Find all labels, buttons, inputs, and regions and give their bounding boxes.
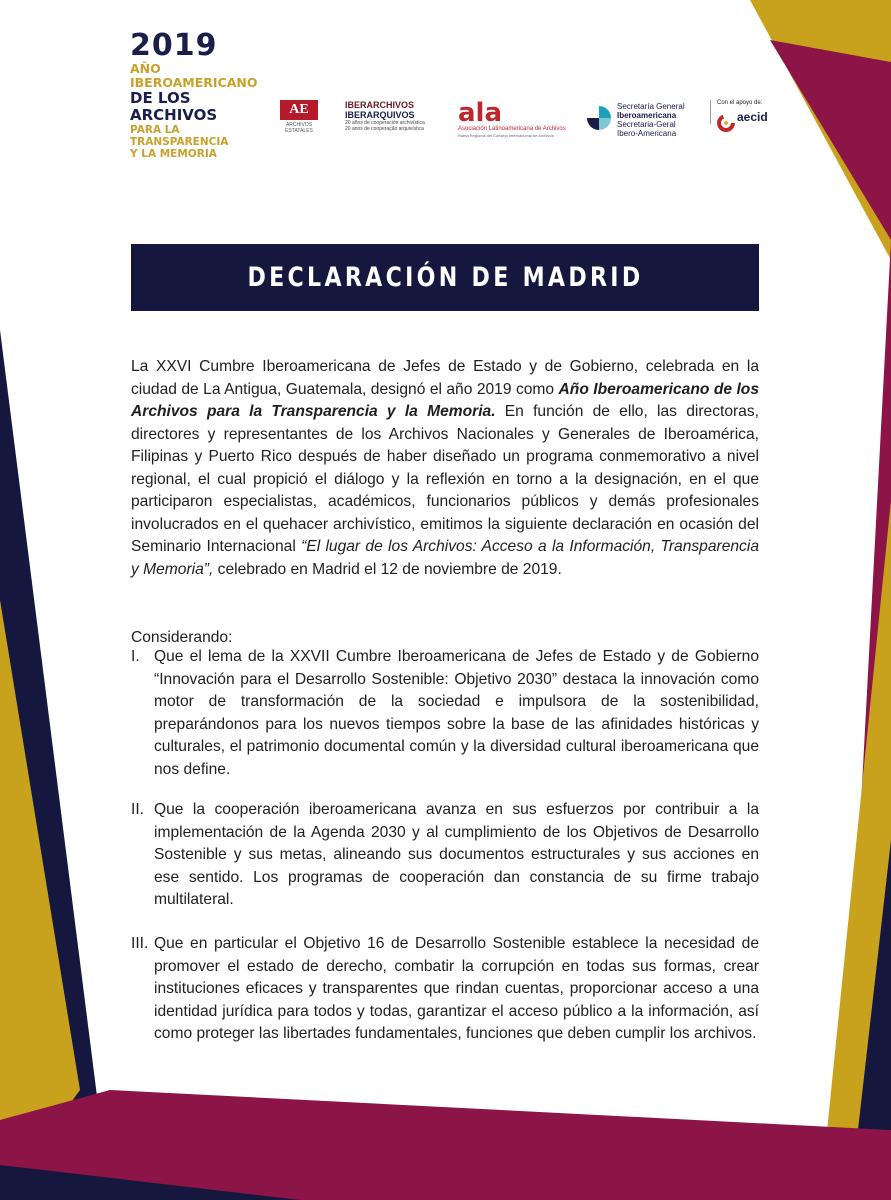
ala-line-2: Rama Regional del Consejo Internacional de Archivos (458, 133, 554, 138)
logo-line-3: PARA LA TRANSPARENCIA (130, 124, 229, 148)
logo-2019-ano-iberoamericano (130, 30, 260, 160)
title-banner (131, 244, 759, 311)
aecid-mark: aecid (737, 110, 768, 124)
segib-icon (585, 104, 613, 132)
ae-caption: ARCHIVOS ESTATALES (285, 122, 313, 134)
segib-line-3: Secretaria-Geral (617, 120, 676, 129)
list-item-text: Que en particular el Objetivo 16 de Desarrollo Sostenible establece la necesidad de promover el estado de derecho, combatir la corrupción en todas sus formas, crear instituciones eficaces y transparentes que rindan cuentas, proporcionar acceso a una identidad jurídica para todos y todas, garantizar el acceso público a la información, así como proteger las libertades fundamentales, funciones que deben cumplir los archivos. (154, 935, 759, 1042)
logo-line-4: Y LA MEMORIA (130, 148, 217, 160)
list-item-number: III. (131, 935, 149, 952)
logo-line-1: AÑO IBEROAMERICANO (130, 61, 258, 90)
ala-line-1: Asociación Latinoamericana de Archivos (458, 126, 566, 132)
logo-line-2: DE LOS ARCHIVOS (130, 89, 218, 124)
intro-year-name: Año Iberoamericano de los Archivos para la Transparencia y la Memoria. (131, 380, 759, 420)
logo-iberarchivos (345, 100, 455, 132)
list-item-text: Que la cooperación iberoamericana avanza en sus esfuerzos por contribuir a la implementación de la Agenda 2030 y al cumplimiento de los Objetivos de Desarrollo Sostenible y sus metas, alineando sus documentos estructurales y sus acciones en ese sentido. Los programas de cooperación dan constancia de su firme trabajo multilateral. (154, 801, 759, 908)
page-title: DECLARACIÓN DE MADRID (246, 262, 644, 293)
header-logos (130, 28, 770, 160)
aecid-support-text: Con el apoyo de: (717, 100, 763, 106)
logo-ala (458, 100, 578, 138)
logo-archivos-estatales (280, 100, 318, 134)
aecid-icon (717, 114, 735, 132)
segib-line-4: Ibero-Americana (617, 129, 677, 138)
segib-line-1: Secretaría General (617, 102, 685, 111)
logo-segib (585, 102, 705, 138)
ae-mark: AE (280, 100, 318, 120)
intro-text-2: En función de ello, las directoras, directores y representantes de los Archivos Nacionales y Generales de Iberoamérica, Filipinas y Puerto Rico después de haber diseñado un programa conmemorativo a nivel regional, el cual propició el diálogo y la reflexión en torno a la designación, en el que participaron especialistas, académicos, funcionarios públicos y demás profesionales involucrados en el quehacer archivístico, emitimos la siguiente declaración en ocasión del Seminario Internacional (131, 403, 759, 555)
list-item-number: I. (131, 648, 140, 665)
considerando-heading: Considerando: (131, 629, 233, 646)
list-item-text: Que el lema de la XXVII Cumbre Iberoamericana de Jefes de Estado y de Gobierno “Innovación para el Desarrollo Sostenible: Objetivo 2030” destaca la innovación como motor de transformación de la sociedad e impulsora de la sostenibilidad, preparándonos para los nuevos tiempos sobre la base de las afinidades históricas y culturales, el patrimonio documental común y la diversidad cultural iberoamericana que nos define. (154, 648, 759, 778)
list-item-number: II. (131, 801, 144, 818)
logo-aecid (710, 100, 777, 124)
iberarchivos-line-2: IBERARQUIVOS (345, 110, 415, 120)
ala-mark: ala (458, 98, 503, 128)
intro-paragraph (131, 356, 759, 581)
intro-text-3: celebrado en Madrid el 12 de noviembre de 2019. (213, 560, 562, 578)
intro-seminar-name: “El lugar de los Archivos: Acceso a la Información, Transparencia y Memoria”, (131, 538, 759, 578)
iberarchivos-line-3: 20 años de cooperación archivística (345, 120, 425, 126)
logo-year: 2019 (130, 28, 218, 63)
segib-line-2: Iberoamericana (617, 111, 677, 120)
intro-text-1: La XXVI Cumbre Iberoamericana de Jefes de Estado y de Gobierno, celebrada en la ciudad de La Antigua, Guatemala, designó el año 2019 como (131, 358, 759, 398)
iberarchivos-line-4: 20 anos de cooperação arquivística (345, 126, 424, 132)
iberarchivos-line-1: IBERARCHIVOS (345, 100, 415, 110)
